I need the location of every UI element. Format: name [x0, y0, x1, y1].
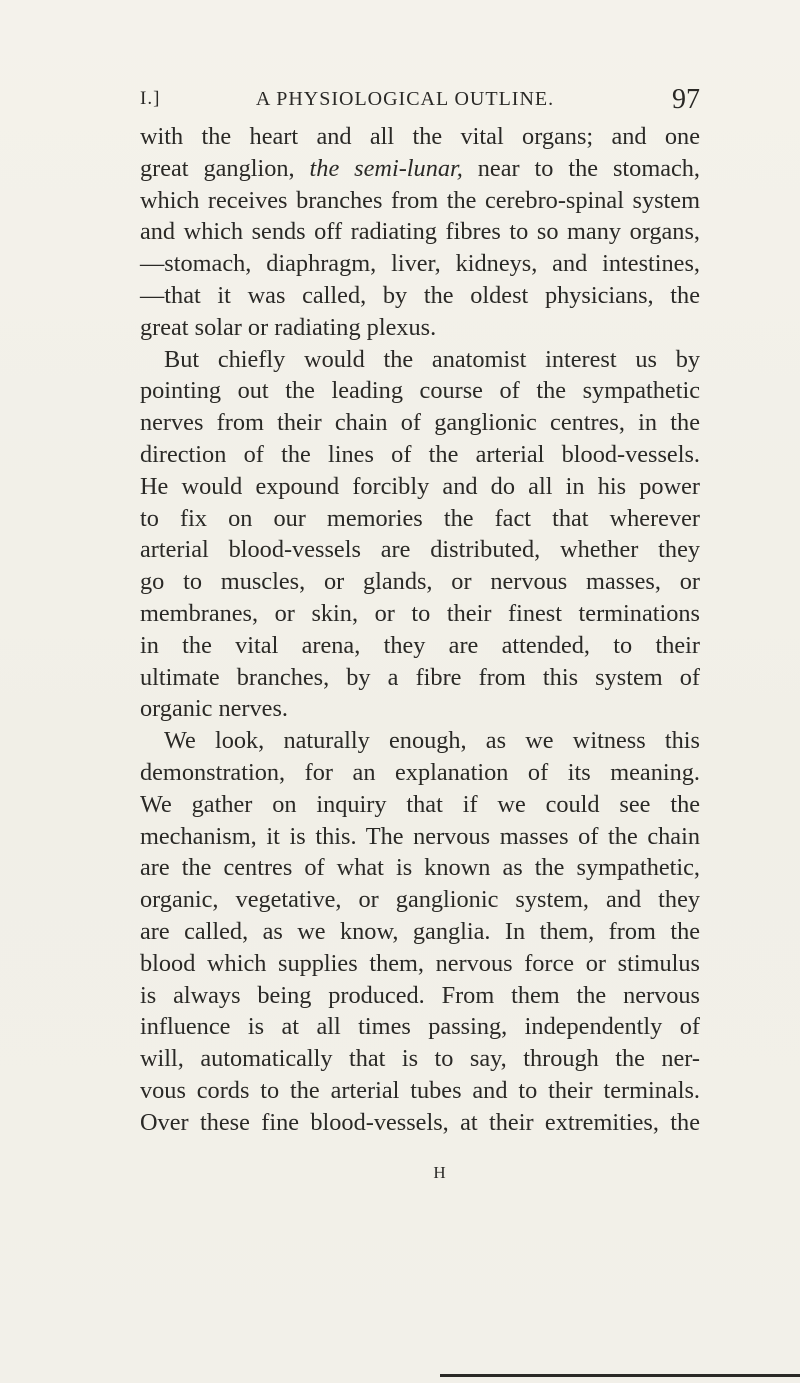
text-line: We gather on inquiry that if we could see the [140, 790, 700, 818]
text-line: which receives branches from the cerebro-spinal system [140, 186, 700, 214]
text-line: are the centres of what is known as the sympathetic, [140, 854, 700, 882]
text-line: arterial blood-vessels are distributed, whether they [140, 536, 700, 564]
text-line: He would expound forcibly and do all in his power [140, 472, 700, 500]
text-line: membranes, or skin, or to their finest terminations [140, 599, 700, 627]
body-text [140, 121, 700, 1139]
text-line: blood which supplies them, nervous force or stimulus [140, 949, 700, 977]
text-line: is always being produced. From them the nervous [140, 981, 700, 1009]
text-line: pointing out the leading course of the sympathetic [140, 377, 700, 405]
text-line: —stomach, diaphragm, liver, kidneys, and intestines, [140, 250, 700, 278]
text-line: demonstration, for an explanation of its meaning. [140, 758, 700, 786]
text-line: We look, naturally enough, as we witness this [164, 727, 700, 755]
text-line: and which sends off radiating fibres to so many organs, [140, 218, 700, 246]
text-line: with the heart and all the vital organs; and one [140, 123, 700, 150]
text-line: go to muscles, or glands, or nervous masses, or [140, 568, 700, 596]
running-title: A PHYSIOLOGICAL OUTLINE. [255, 88, 555, 110]
signature-letter: H [433, 1163, 447, 1182]
italic-term: the semi-lunar, [309, 154, 463, 182]
text-line: vous cords to the arterial tubes and to their terminals. [140, 1076, 700, 1104]
text-line: nerves from their chain of ganglionic centres, in the [140, 409, 700, 437]
text-line: will, automatically that is to say, through the ner- [140, 1045, 700, 1073]
text-line: great solar or radiating plexus. [140, 313, 437, 341]
text-line: ultimate branches, by a fibre from this system of [140, 663, 700, 691]
text-line: in the vital arena, they are attended, to their [140, 631, 700, 659]
text-line: —that it was called, by the oldest physicians, the [140, 281, 700, 309]
text-line-with-italic: great ganglion, the semi-lunar, near to the stomach, [140, 154, 701, 182]
text-line: influence is at all times passing, independently of [140, 1013, 700, 1041]
signature-mark [80, 1163, 800, 1183]
text-line: direction of the lines of the arterial blood-vessels. [140, 440, 700, 468]
text-line: organic nerves. [140, 695, 288, 723]
text-line: mechanism, it is this. The nervous masses of the chain [140, 822, 700, 850]
page-number: 97 [672, 84, 700, 115]
text-line: organic, vegetative, or ganglionic system, and they [140, 886, 700, 914]
running-header [140, 86, 700, 118]
text-line: to fix on our memories the fact that wherever [140, 504, 700, 532]
text-line: Over these fine blood-vessels, at their extremities, the [140, 1108, 700, 1136]
text-line: But chiefly would the anatomist interest us by [164, 345, 700, 373]
bottom-edge-line [440, 1374, 800, 1377]
text-line: are called, as we know, ganglia. In them, from the [140, 917, 700, 945]
chapter-marker: I.] [140, 88, 161, 109]
